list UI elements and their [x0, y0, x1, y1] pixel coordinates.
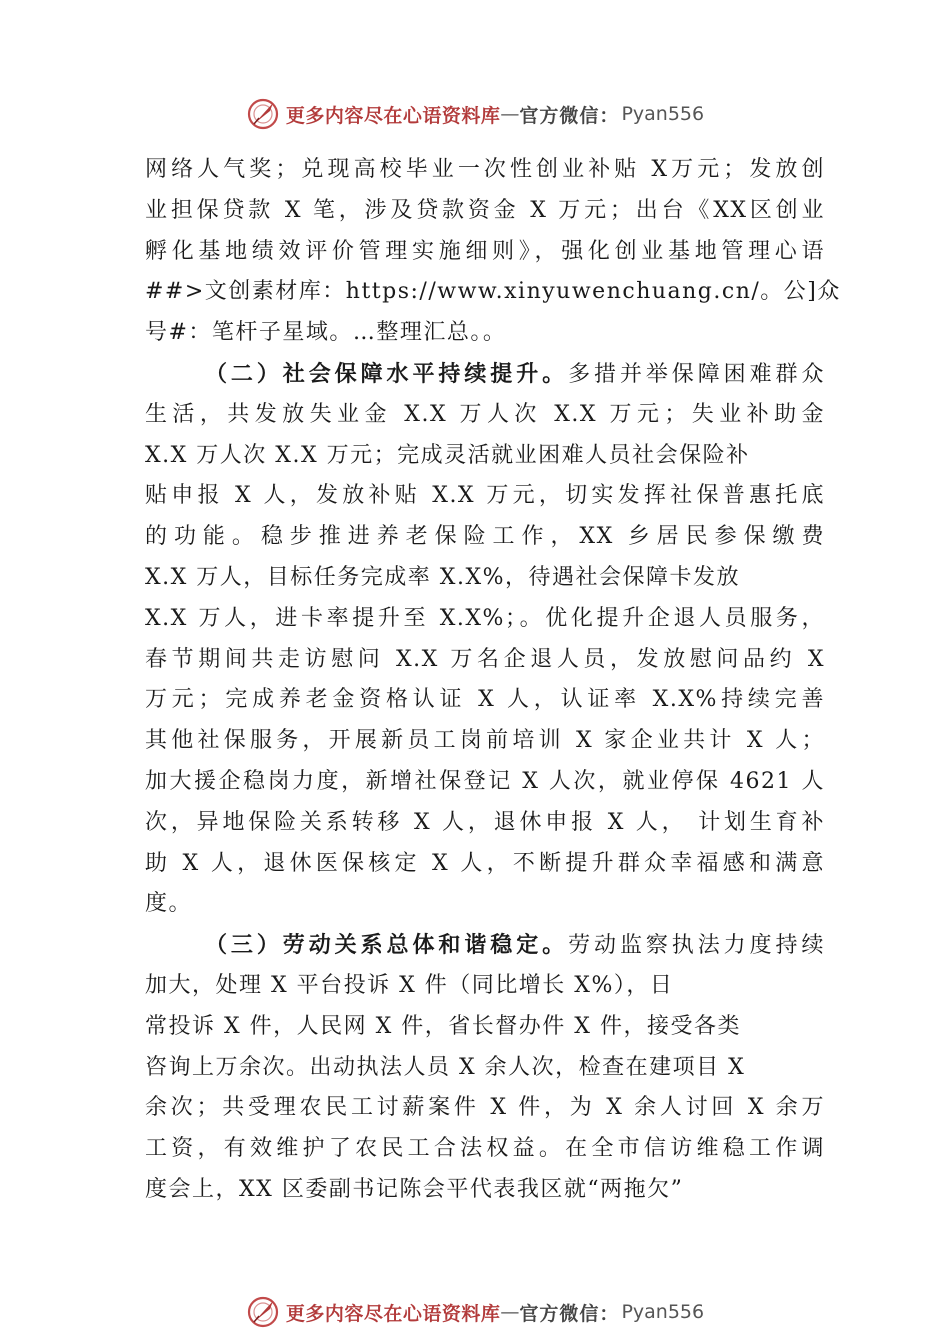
banner-separator: —: [500, 1301, 520, 1323]
paragraph-1: [145, 150, 841, 354]
wechat-label: 官方微信：: [519, 104, 620, 127]
text-line: 其他社保服务，开展新员工岗前培训 X 家企业共计 X 人；: [145, 728, 825, 754]
text-line: X.X 万人，目标任务完成率 X.X%，待遇社会保障卡发放: [145, 564, 741, 590]
wechat-label: 官方微信：: [519, 1302, 620, 1325]
paragraph-2: [145, 354, 825, 925]
brand-text: 更多内容尽在心语资料库: [285, 104, 501, 127]
section-first-line: [145, 925, 825, 966]
text-run: 劳动监察执法力度持续: [568, 933, 825, 959]
paragraph-3: [145, 925, 825, 1211]
header-banner: [0, 92, 950, 136]
text-line: 余次；共受理农民工讨薪案件 X 件，为 X 余人讨回 X 余万: [145, 1095, 825, 1121]
wechat-account: Pyan556: [621, 1301, 705, 1323]
text-line: 业担保贷款 X 笔，涉及贷款资金 X 万元；出台《XX区创业: [145, 197, 825, 223]
text-line: 度。: [145, 891, 193, 917]
footer-banner: [0, 1290, 950, 1334]
section-first-line: [145, 354, 825, 395]
text-line: X.X 万人次 X.X 万元；完成灵活就业困难人员社会保险补: [145, 442, 750, 468]
text-line: 加大，处理 X 平台投诉 X 件（同比增长 X%），日: [145, 972, 674, 998]
wechat-account: Pyan556: [621, 103, 705, 125]
text-line: 的功能。稳步推进养老保险工作，XX 乡居民参保缴费: [145, 524, 825, 550]
section-heading-2: （二）社会保障水平持续提升。: [205, 360, 569, 387]
text-run: 多措并举保障困难群众: [568, 361, 825, 387]
text-line: 常投诉 X 件，人民网 X 件，省长督办件 X 件，接受各类: [145, 1013, 741, 1039]
text-line: 孵化基地绩效评价管理实施细则》，强化创业基地管理心语: [145, 238, 825, 264]
text-line: 春节期间共走访慰问 X.X 万名企退人员，发放慰问品约 X: [145, 646, 825, 672]
text-line: 助 X 人，退休医保核定 X 人，不断提升群众幸福感和满意: [145, 850, 825, 876]
text-line: 次，异地保险关系转移 X 人，退休申报 X 人， 计划生育补: [145, 809, 825, 835]
text-line: 加大援企稳岗力度，新增社保登记 X 人次，就业停保 4621 人: [145, 768, 825, 794]
quill-seal-logo-icon: [246, 1295, 280, 1329]
document-body: [145, 150, 841, 1211]
text-line: 网络人气奖；兑现高校毕业一次性创业补贴 X万元；发放创: [145, 157, 825, 182]
banner-separator: —: [500, 103, 520, 125]
text-line: X.X 万人，进卡率提升至 X.X%；。优化提升企退人员服务，: [145, 605, 825, 631]
text-line: 咨询上万余次。出动执法人员 X 余人次，检查在建项目 X: [145, 1054, 746, 1080]
text-line: 贴申报 X 人，发放补贴 X.X 万元，切实发挥社保普惠托底: [145, 483, 825, 509]
text-line: 生活，共发放失业金 X.X 万人次 X.X 万元；失业补助金: [145, 401, 825, 427]
quill-seal-logo-icon: [246, 97, 280, 131]
section-heading-3: （三）劳动关系总体和谐稳定。: [205, 932, 569, 959]
text-line: 万元；完成养老金资格认证 X 人，认证率 X.X%持续完善: [145, 687, 825, 713]
text-line: ##>文创素材库：https://www.xinyuwenchuang.cn/。公]众: [145, 279, 841, 305]
text-line: 度会上，XX 区委副书记陈会平代表我区就“两拖欠”: [145, 1176, 684, 1202]
text-line: 号#：笔杆子星域。…整理汇总。。: [145, 320, 507, 346]
brand-text: 更多内容尽在心语资料库: [285, 1302, 501, 1325]
text-line: 工资，有效维护了农民工合法权益。在全市信访维稳工作调: [145, 1136, 825, 1162]
